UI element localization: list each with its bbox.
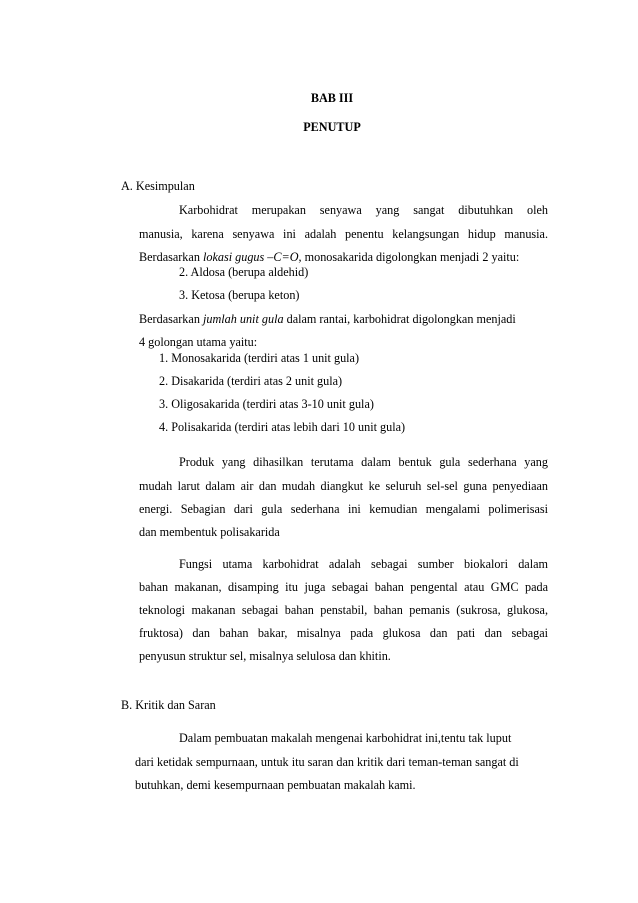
para2-line1-em: jumlah unit gula	[202, 312, 284, 326]
list-item: 2. Aldosa (berupa aldehid)	[179, 265, 309, 279]
section-b-line: Dalam pembuatan makalah mengenai karbohidrat ini,tentu tak luput	[179, 731, 512, 745]
para2-line1-post: dalam rantai, karbohidrat digolongkan menjadi	[283, 312, 516, 326]
list-item: 3. Ketosa (berupa keton)	[179, 288, 300, 302]
para1-line2: manusia, karena senyawa ini adalah penentu kelangsungan hidup manusia.	[139, 227, 548, 241]
para3-line: Produk yang dihasilkan terutama dalam bentuk gula sederhana yang	[179, 455, 548, 469]
para2-line1-pre: Berdasarkan	[139, 312, 203, 326]
para1-line3-pre: Berdasarkan	[139, 250, 203, 264]
para4-line: teknologi makanan sebagai bahan penstabil, bahan pemanis (sukrosa, glukosa,	[139, 603, 548, 617]
para4-line: bahan makanan, disamping itu juga sebagai bahan pengental atau GMC pada	[139, 580, 548, 594]
list-item: 1. Monosakarida (terdiri atas 1 unit gula)	[159, 351, 360, 365]
section-b-line: butuhkan, demi kesempurnaan pembuatan makalah kami.	[135, 778, 416, 792]
list-item: 2. Disakarida (terdiri atas 2 unit gula)	[159, 374, 343, 388]
para4-line: penyusun struktur sel, misalnya selulosa dan khitin.	[139, 649, 391, 663]
section-b-line: dari ketidak sempurnaan, untuk itu saran dan kritik dari teman-teman sangat di	[135, 755, 519, 769]
para3-line: mudah larut dalam air dan mudah diangkut ke seluruh sel-sel guna penyediaan	[139, 479, 548, 493]
para1-line1: Karbohidrat merupakan senyawa yang sangat dibutuhkan oleh	[179, 203, 548, 217]
para1-line3-post: monosakarida digolongkan menjadi 2 yaitu:	[301, 250, 520, 264]
para3-line: energi. Sebagian dari gula sederhana ini kemudian mengalami polimerisasi	[139, 502, 548, 516]
para1-line3	[139, 250, 519, 265]
section-a-heading: A. Kesimpulan	[121, 179, 195, 193]
list-item: 3. Oligosakarida (terdiri atas 3-10 unit gula)	[159, 397, 374, 411]
list-item: 4. Polisakarida (terdiri atas lebih dari 10 unit gula)	[159, 420, 406, 434]
para4-line: Fungsi utama karbohidrat adalah sebagai sumber biokalori dalam	[179, 557, 548, 571]
section-b-heading: B. Kritik dan Saran	[121, 698, 216, 712]
para3-line: dan membentuk polisakarida	[139, 525, 280, 539]
chapter-title: BAB III	[310, 91, 354, 105]
para4-line: fruktosa) dan bahan bakar, misalnya pada glukosa dan pati dan sebagai	[139, 626, 548, 640]
para2-line1	[139, 312, 516, 327]
para1-line3-em: lokasi gugus –C=O,	[202, 250, 302, 264]
para2-line2: 4 golongan utama yaitu:	[139, 335, 258, 349]
chapter-subtitle: PENUTUP	[303, 120, 361, 134]
